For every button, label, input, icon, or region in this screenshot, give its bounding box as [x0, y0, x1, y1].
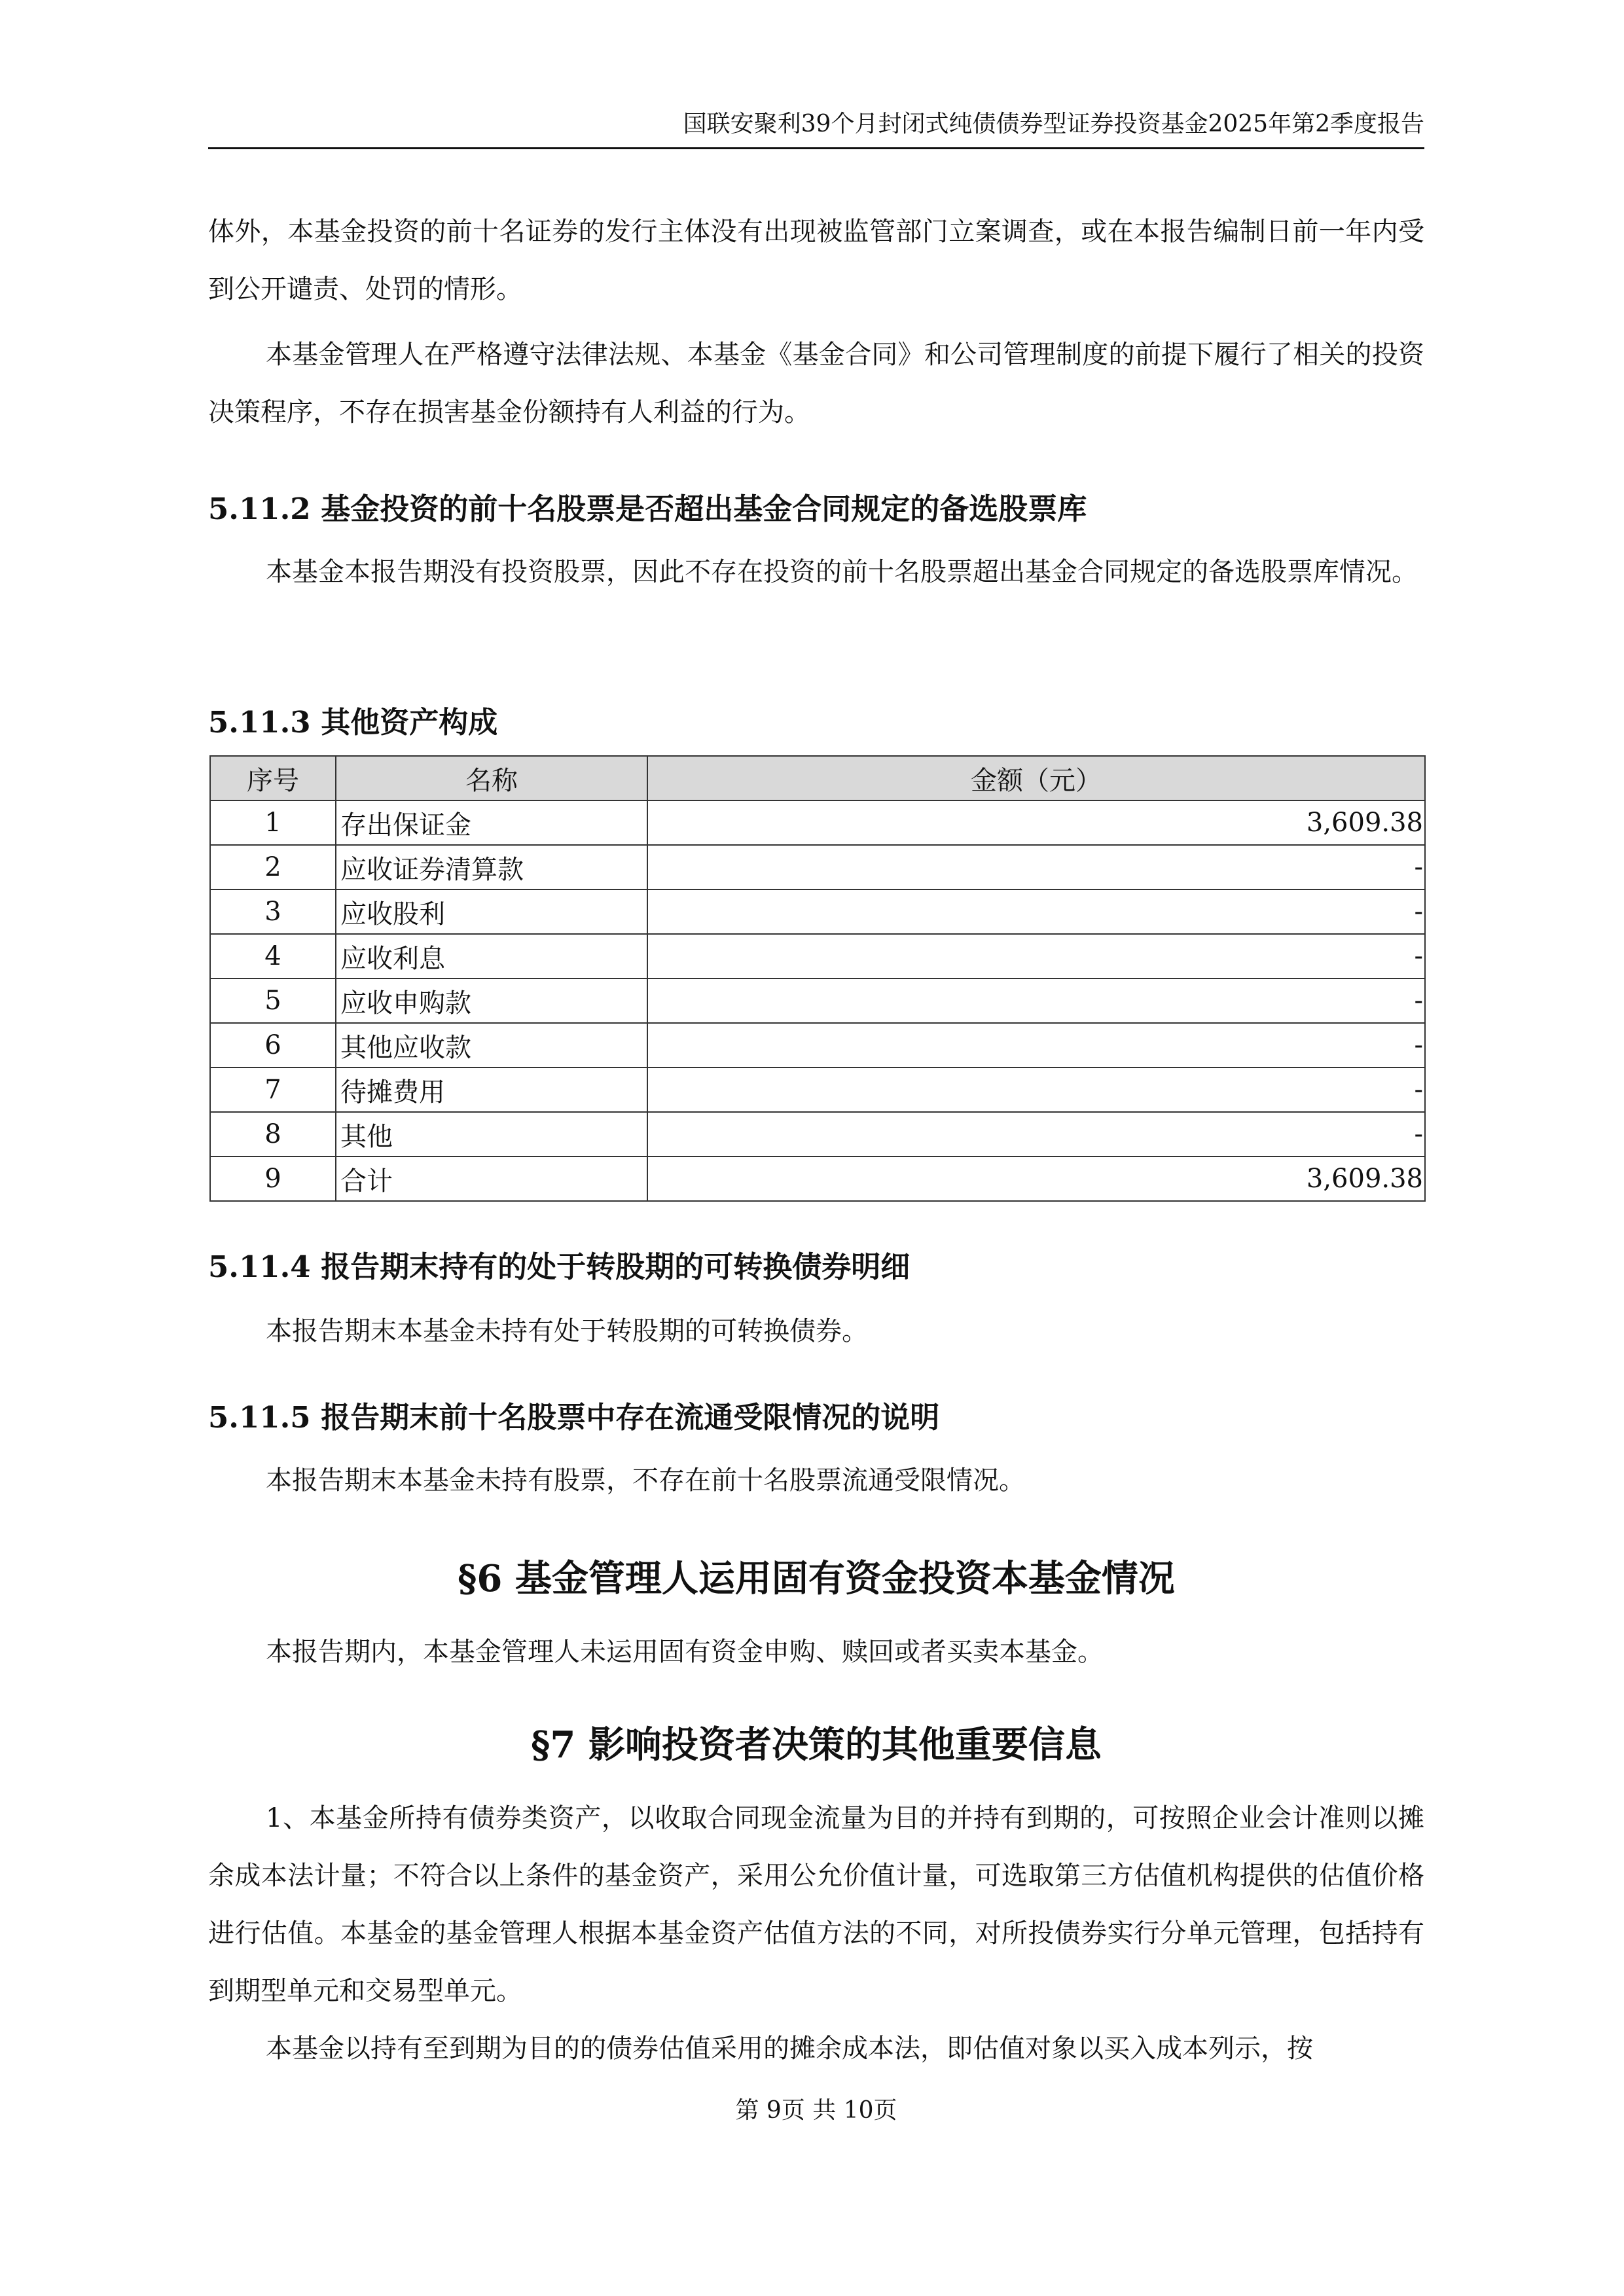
cell-amount: - — [647, 1067, 1425, 1112]
heading-5-11-4: 5.11.4 报告期末持有的处于转股期的可转换债券明细 — [208, 1249, 911, 1284]
col-header-name: 名称 — [336, 756, 647, 800]
cell-no: 6 — [210, 1023, 336, 1067]
table-header-row — [210, 756, 1425, 800]
heading-5-11-5: 5.11.5 报告期末前十名股票中存在流通受限情况的说明 — [208, 1400, 940, 1435]
running-header: 国联安聚利39个月封闭式纯债债券型证券投资基金2025年第2季度报告 — [683, 111, 1424, 137]
cell-no: 1 — [210, 800, 336, 845]
cell-amount: - — [647, 889, 1425, 934]
cell-no: 8 — [210, 1112, 336, 1157]
paragraph-restricted-stocks: 本报告期末本基金未持有股票，不存在前十名股票流通受限情况。 — [266, 1465, 1025, 1496]
table-row — [210, 800, 1425, 845]
cell-amount: - — [647, 1112, 1425, 1157]
cell-name: 待摊费用 — [336, 1067, 647, 1112]
cell-amount: - — [647, 934, 1425, 978]
table-row — [210, 845, 1425, 889]
col-header-amount: 金额（元） — [647, 756, 1425, 800]
paragraph-own-funds: 本报告期内，本基金管理人未运用固有资金申购、赎回或者买卖本基金。 — [266, 1637, 1104, 1667]
cell-name: 应收申购款 — [336, 978, 647, 1023]
table-row — [210, 889, 1425, 934]
cell-no: 2 — [210, 845, 336, 889]
section-6-title: §6 基金管理人运用固有资金投资本基金情况 — [458, 1557, 1175, 1600]
cell-amount: 3,609.38 — [647, 800, 1425, 845]
cell-name: 应收股利 — [336, 889, 647, 934]
col-header-no: 序号 — [210, 756, 336, 800]
table-row — [210, 1157, 1425, 1201]
cell-no: 3 — [210, 889, 336, 934]
cell-no: 4 — [210, 934, 336, 978]
heading-5-11-3: 5.11.3 其他资产构成 — [208, 705, 498, 740]
table-row — [210, 1023, 1425, 1067]
table-row — [210, 1112, 1425, 1157]
table-row — [210, 978, 1425, 1023]
table-row — [210, 1067, 1425, 1112]
header-rule — [208, 147, 1424, 149]
table-row — [210, 934, 1425, 978]
paragraph-decision-process: 本基金管理人在严格遵守法律法规、本基金《基金合同》和公司管理制度的前提下履行了相关的投资决策程序，不存在损害基金份额持有人利益的行为。 — [208, 340, 1424, 427]
paragraph-convertible-bonds: 本报告期末本基金未持有处于转股期的可转换债券。 — [266, 1316, 868, 1346]
cell-no: 7 — [210, 1067, 336, 1112]
cell-no: 9 — [210, 1157, 336, 1201]
cell-amount: - — [647, 845, 1425, 889]
paragraph-punishment: 体外，本基金投资的前十名证券的发行主体没有出现被监管部门立案调查，或在本报告编制日前一年内受到公开谴责、处罚的情形。 — [208, 217, 1424, 304]
cell-name: 应收利息 — [336, 934, 647, 978]
paragraph-valuation-method: 1、本基金所持有债券类资产，以收取合同现金流量为目的并持有到期的，可按照企业会计准则以摊余成本法计量；不符合以上条件的基金资产，采用公允价值计量，可选取第三方估值机构提供的估值价格进行估值。本基金的基金管理人根据本基金资产估值方法的不同，对所投债券实行分单元管理，包括持有到期型单元和交易型单元。 — [208, 1803, 1424, 2006]
other-assets-table — [209, 755, 1426, 1202]
cell-name: 其他应收款 — [336, 1023, 647, 1067]
cell-amount: 3,609.38 — [647, 1157, 1425, 1201]
cell-amount: - — [647, 978, 1425, 1023]
heading-5-11-2: 5.11.2 基金投资的前十名股票是否超出基金合同规定的备选股票库 — [208, 492, 1087, 526]
cell-name: 存出保证金 — [336, 800, 647, 845]
cell-no: 5 — [210, 978, 336, 1023]
paragraph-stock-pool: 本基金本报告期没有投资股票，因此不存在投资的前十名股票超出基金合同规定的备选股票库情况。 — [266, 557, 1418, 587]
cell-name: 其他 — [336, 1112, 647, 1157]
cell-name: 应收证券清算款 — [336, 845, 647, 889]
page-number: 第 9页 共 10页 — [735, 2097, 897, 2124]
cell-name: 合计 — [336, 1157, 647, 1201]
cell-amount: - — [647, 1023, 1425, 1067]
paragraph-amortized-cost: 本基金以持有至到期为目的的债券估值采用的摊余成本法，即估值对象以买入成本列示，按 — [266, 2034, 1313, 2064]
section-7-title: §7 影响投资者决策的其他重要信息 — [531, 1723, 1102, 1767]
